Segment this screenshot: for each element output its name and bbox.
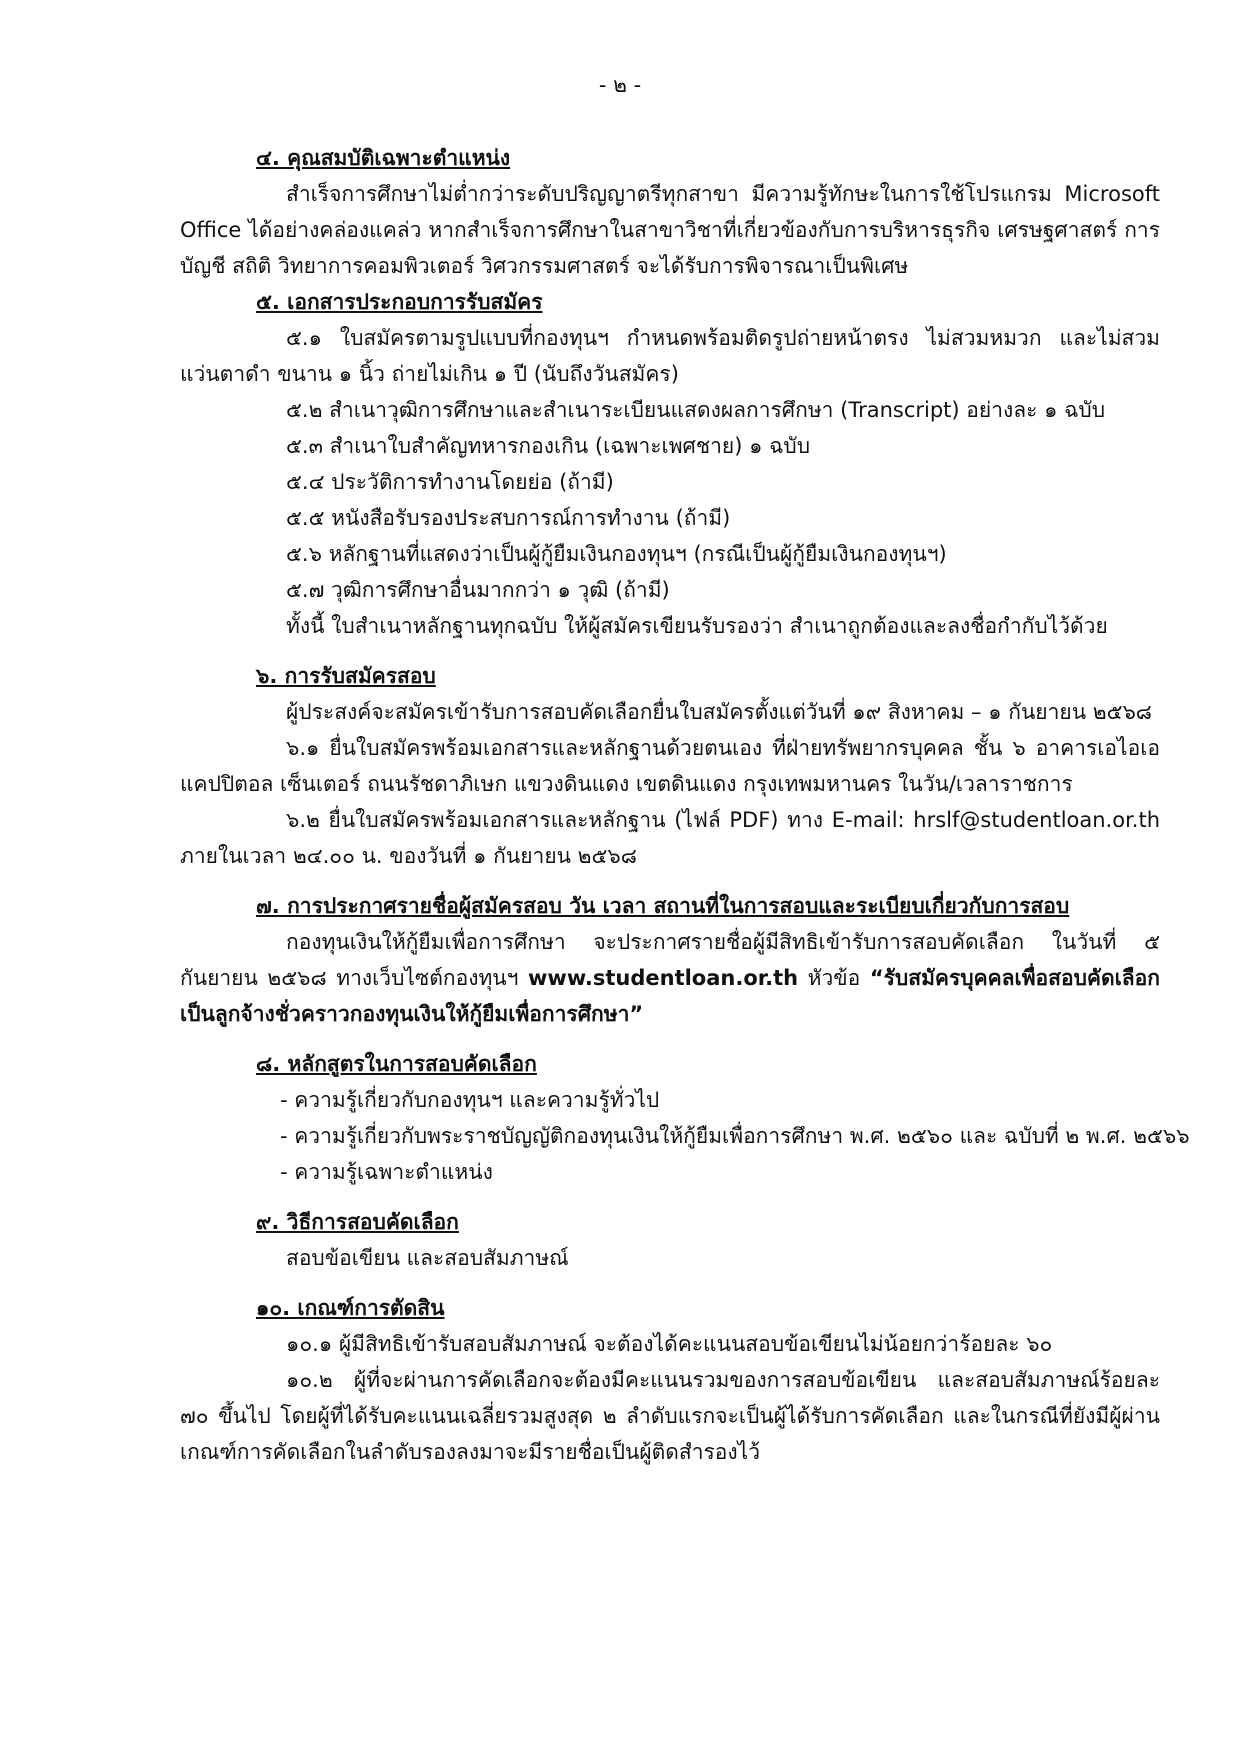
section-heading: ๖. การรับสมัครสอบ <box>256 664 436 688</box>
section-qualifications <box>180 140 1160 284</box>
paragraph-text: หัวข้อ <box>798 966 870 990</box>
list-item: ๕.๑ ใบสมัครตามรูปแบบที่กองทุนฯ กำหนดพร้อมติดรูปถ่ายหน้าตรง ไม่สวมหมวก และไม่สวมแว่นตาดำ ขนาน ๑ นิ้ว ถ่ายไม่เกิน ๑ ปี (นับถึงวันสมัคร) <box>180 326 1160 386</box>
document-body <box>180 140 1190 1470</box>
list-item: ๕.๕ หนังสือรับรองประสบการณ์การทำงาน (ถ้ามี) <box>286 506 731 530</box>
list-item: ๕.๗ วุฒิการศึกษาอื่นมากกว่า ๑ วุฒิ (ถ้ามี) <box>286 578 670 602</box>
topic-title: “รับสมัครบุคคลเพื่อสอบคัดเลือกเป็นลูกจ้างชั่วคราวกองทุนเงินให้กู้ยืมเพื่อการศึกษา” <box>180 966 1160 1026</box>
section-application-documents <box>180 284 1160 644</box>
section-heading: ๙. วิธีการสอบคัดเลือก <box>256 1210 459 1234</box>
list-item: ๑๐.๑ ผู้มีสิทธิเข้ารับสอบสัมภาษณ์ จะต้องได้คะแนนสอบข้อเขียนไม่น้อยกว่าร้อยละ ๖๐ <box>286 1332 1053 1356</box>
list-item: ๖.๑ ยื่นใบสมัครพร้อมเอกสารและหลักฐานด้วยตนเอง ที่ฝ่ายทรัพยากรบุคคล ชั้น ๖ อาคารเอไอเอ แคปปิตอล เซ็นเตอร์ ถนนรัชดาภิเษก แขวงดินแดง เขตดินแดง กรุงเทพมหานคร ในวัน/เวลาราชการ <box>180 736 1160 796</box>
page-number: - ๒ - <box>598 73 642 97</box>
section-application-submission <box>180 658 1160 874</box>
list-item: - ความรู้เฉพาะตำแหน่ง <box>280 1160 493 1184</box>
website-link[interactable]: www.studentloan.or.th <box>528 966 799 990</box>
section-heading: ๔. คุณสมบัติเฉพาะตำแหน่ง <box>256 146 511 170</box>
section-judging-criteria <box>180 1290 1160 1470</box>
paragraph <box>180 924 1160 1032</box>
note: ทั้งนี้ ใบสำเนาหลักฐานทุกฉบับ ให้ผู้สมัครเขียนรับรองว่า สำเนาถูกต้องและลงชื่อกำกับไว้ด้วย <box>286 614 1108 638</box>
list-item: ๕.๖ หลักฐานที่แสดงว่าเป็นผู้กู้ยืมเงินกองทุนฯ (กรณีเป็นผู้กู้ยืมเงินกองทุนฯ) <box>286 542 947 566</box>
paragraph: สำเร็จการศึกษาไม่ต่ำกว่าระดับปริญญาตรีทุกสาขา มีความรู้ทักษะในการใช้โปรแกรม Microsoft Office ได้อย่างคล่องแคล่ว หากสำเร็จการศึกษาในสาขาวิชาที่เกี่ยวข้องกับการบริหารธุรกิจ เศรษฐศาสตร์ การบัญชี สถิติ วิทยาการคอมพิวเตอร์ วิศวกรรมศาสตร์ จะได้รับการพิจารณาเป็นพิเศษ <box>180 182 1160 278</box>
list-item: ๖.๒ ยื่นใบสมัครพร้อมเอกสารและหลักฐาน (ไฟล์ PDF) ทาง E-mail: hrslf@studentloan.or.th ภายในเวลา ๒๔.๐๐ น. ของวันที่ ๑ กันยายน ๒๕๖๘ <box>180 808 1160 868</box>
section-exam-method <box>180 1204 1160 1276</box>
list-item: ๕.๒ สำเนาวุฒิการศึกษาและสำเนาระเบียนแสดงผลการศึกษา (Transcript) อย่างละ ๑ ฉบับ <box>286 398 1106 422</box>
paragraph: สอบข้อเขียน และสอบสัมภาษณ์ <box>286 1246 569 1270</box>
section-heading: ๘. หลักสูตรในการสอบคัดเลือก <box>256 1052 537 1076</box>
section-exam-curriculum <box>180 1046 1190 1190</box>
section-announcement <box>180 888 1160 1032</box>
section-heading: ๕. เอกสารประกอบการรับสมัคร <box>256 290 543 314</box>
paragraph-text: กองทุนเงินให้กู้ยืมเพื่อการศึกษา จะประกาศรายชื่อผู้มีสิทธิเข้ารับการสอบคัดเลือก ในวันที่ ๕ กันยายน ๒๕๖๘ ทางเว็บไซต์กองทุนฯ <box>180 930 1160 990</box>
section-heading: ๗. การประกาศรายชื่อผู้สมัครสอบ วัน เวลา สถานที่ในการสอบและระเบียบเกี่ยวกับการสอบ <box>256 894 1070 918</box>
paragraph: ผู้ประสงค์จะสมัครเข้ารับการสอบคัดเลือกยื่นใบสมัครตั้งแต่วันที่ ๑๙ สิงหาคม – ๑ กันยายน ๒๕๖๘ <box>286 700 1152 724</box>
list-item: - ความรู้เกี่ยวกับกองทุนฯ และความรู้ทั่วไป <box>280 1088 660 1112</box>
list-item: - ความรู้เกี่ยวกับพระราชบัญญัติกองทุนเงินให้กู้ยืมเพื่อการศึกษา พ.ศ. ๒๕๖๐ และ ฉบับที่ ๒ พ.ศ. ๒๕๖๖ <box>280 1124 1190 1148</box>
list-item: ๕.๔ ประวัติการทำงานโดยย่อ (ถ้ามี) <box>286 470 614 494</box>
list-item: ๕.๓ สำเนาใบสำคัญทหารกองเกิน (เฉพาะเพศชาย) ๑ ฉบับ <box>286 434 811 458</box>
section-heading: ๑๐. เกณฑ์การตัดสิน <box>256 1296 445 1320</box>
list-item: ๑๐.๒ ผู้ที่จะผ่านการคัดเลือกจะต้องมีคะแนนรวมของการสอบข้อเขียน และสอบสัมภาษณ์ร้อยละ ๗๐ ขึ้นไป โดยผู้ที่ได้รับคะแนนเฉลี่ยรวมสูงสุด ๒ ลำดับแรกจะเป็นผู้ได้รับการคัดเลือก และในกรณีที่ยังมีผู้ผ่านเกณฑ์การคัดเลือกในลำดับรองลงมาจะมีรายชื่อเป็นผู้ติดสำรองไว้ <box>180 1368 1160 1464</box>
